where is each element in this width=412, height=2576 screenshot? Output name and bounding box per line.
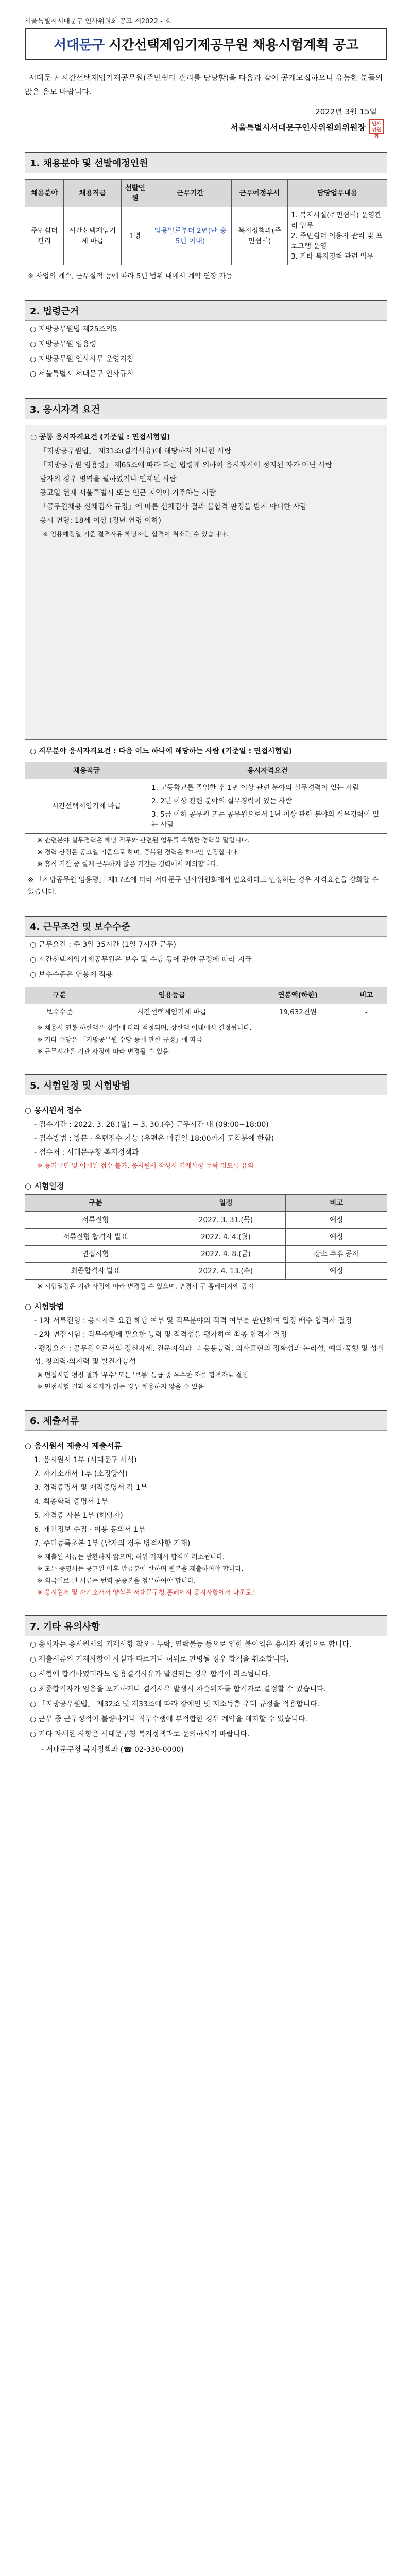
cell-remark: 예정: [286, 1263, 387, 1280]
common-qualification-box: [25, 425, 387, 740]
header-cell: 일정: [166, 1195, 286, 1212]
doc-item: 7. 주민등록초본 1부 (남자의 경우 병적사항 기재): [34, 1539, 191, 1548]
cell-remark: 예정: [286, 1212, 387, 1229]
cell-step: 서류전형 합격자 발표: [25, 1229, 166, 1246]
work-item: ○ 시간선택제임기제공무원은 보수 및 수당 등에 관한 규정에 따라 지급: [30, 956, 252, 964]
table-row: [25, 207, 387, 265]
qualification-table: [25, 762, 387, 834]
table-header-row: [25, 1195, 387, 1212]
cell-date: 2022. 4. 8.(금): [166, 1246, 286, 1263]
requirement-item: 2. 2년 이상 관련 분야의 실무경력이 있는 사람: [151, 797, 293, 805]
section-heading-3: 3. 응시자격 요건: [25, 398, 387, 419]
qual-item: 「지방공무원법」 제31조(결격사유)에 해당하지 아니한 사람: [40, 447, 232, 455]
method-note: ※ 면접시험 평정 결과 '우수' 또는 '보통' 등급 중 우수한 자를 합격자로 결정: [37, 1371, 249, 1379]
cell-grade: 시간선택제임기제 마급: [64, 207, 122, 265]
announcement-date: 2022년 3월 15일: [315, 107, 377, 116]
header-cell: 근무예정부서: [232, 180, 288, 207]
header-cell: 비고: [346, 987, 387, 1004]
title-main: 시간선택제임기제공무원 채용시험계획 공고: [109, 38, 358, 53]
cell-grade: 시간선택제임기제 마급: [94, 1004, 250, 1021]
table-row: [25, 779, 387, 834]
work-note: ※ 기타 수당은 「지방공무원 수당 등에 관한 규정」에 따름: [37, 1036, 202, 1043]
qual-after-note: ※ 경력 산정은 공고일 기준으로 하며, 중복된 경력은 하나만 인정합니다.: [37, 848, 239, 856]
section-heading-5: 5. 시험일정 및 시험방법: [25, 1074, 387, 1095]
schedule-table: [25, 1194, 387, 1280]
cell-duties: 1. 복지시설(주민쉼터) 운영관리 업무 2. 주민쉼터 이용자 관리 및 프로그램 운영 3. 기타 복지정책 관련 업무: [287, 207, 387, 265]
qual-footer-note: ※ 「지방공무원 임용령」 제17조에 따라 서대문구 인사위원회에서 필요하다고 인정하는 경우 자격요건을 강화할 수 있습니다.: [28, 876, 379, 896]
apply-item: - 접수처 : 서대문구청 복지정책과: [34, 1148, 139, 1157]
title-prefix: 서대문구: [54, 38, 105, 53]
requirement-item: 3. 5급 이하 공무원 또는 공무원으로서 1년 이상 관련 분야의 실무경력이 있는 사람: [151, 810, 380, 829]
docs-note: ※ 모든 증명서는 공고일 이후 발급분에 한하며 원본을 제출하여야 합니다.: [37, 1565, 244, 1572]
recruitment-note: ※ 사업의 계속, 근무실적 등에 따라 5년 범위 내에서 계약 연장 가능: [28, 272, 233, 280]
qual-table-caption: ○ 직무분야 응시자격요건 : 다음 어느 하나에 해당하는 사람 (기준일 : 면접시험일): [30, 747, 293, 755]
header-cell: 응시자격요건: [148, 762, 387, 779]
header-cell: 비고: [286, 1195, 387, 1212]
qual-after-note: ※ 휴직 기간 중 실제 근무하지 않은 기간은 경력에서 제외합니다.: [37, 860, 219, 868]
header-cell: 채용분야: [25, 180, 64, 207]
table-header-row: [25, 987, 387, 1004]
method-note: ※ 면접시험 결과 적격자가 없는 경우 채용하지 않을 수 있음: [37, 1383, 204, 1391]
contact-info: - 서대문구청 복지정책과 (☎ 02-330-0000): [41, 1745, 184, 1754]
doc-item: 6. 개인정보 수집 · 이용 동의서 1부: [34, 1526, 145, 1534]
docs-caption: ○ 응시원서 제출시 제출서류: [25, 1441, 122, 1450]
cell-date: 2022. 3. 31.(목): [166, 1212, 286, 1229]
doc-item: 2. 자기소개서 1부 (소정양식): [34, 1470, 128, 1478]
section-heading-2: 2. 법령근거: [25, 300, 387, 321]
qual-title: ○ 공통 응시자격요건 (기준일 : 면접시험일): [30, 433, 170, 442]
law-item: ○ 지방공무원 임용령: [30, 340, 97, 348]
cell-salary: 19,632천원: [250, 1004, 346, 1021]
work-item: ○ 보수수준은 연봉제 적용: [30, 971, 113, 979]
section-heading-7: 7. 기타 유의사항: [25, 1615, 387, 1636]
work-note: ※ 근무시간은 기관 사정에 따라 변경될 수 있음: [37, 1047, 169, 1055]
intro-paragraph: 서대문구 시간선택제임기제공무원(주민쉼터 관리를 담당할)을 다음과 같이 공개모집하오니 유능한 분들의 많은 응모 바랍니다.: [25, 73, 383, 96]
work-note: ※ 채용시 연봉 하한액은 경력에 따라 책정되며, 상한액 이내에서 결정됩니다.: [37, 1024, 252, 1031]
cell-remark: 예정: [286, 1229, 387, 1246]
doc-reference: 서울특별시서대문구 인사위원회 공고 제2022 - 호: [25, 18, 171, 25]
cell-step: 면접시험: [25, 1246, 166, 1263]
doc-item: 5. 자격증 사본 1부 (해당자): [34, 1512, 123, 1520]
cell-dept: 복지정책과(주민쉼터): [232, 207, 288, 265]
cell-kind: 보수수준: [25, 1004, 94, 1021]
law-item: ○ 서울특별시 서대문구 인사규칙: [30, 370, 134, 378]
issuer: [25, 119, 384, 139]
requirement-item: 1. 고등학교를 졸업한 후 1년 이상 관련 분야의 실무경력이 있는 사람: [151, 784, 359, 792]
table-header-row: [25, 762, 387, 779]
cell-step: 서류전형: [25, 1212, 166, 1229]
section-heading-1: 1. 채용분야 및 선발예정인원: [25, 152, 387, 173]
cell-field: 주민쉼터 관리: [25, 207, 64, 265]
method-item: · 평정요소 : 공무원으로서의 정신자세, 전문지식과 그 응용능력, 의사표현의 정확성과 논리성, 예의·품행 및 성실성, 창의력·의지력 및 발전가능성: [34, 1345, 384, 1366]
cell-remark: 장소 추후 공지: [286, 1246, 387, 1263]
apply-warning: ※ 등기우편 및 이메일 접수 불가, 응시원서 작성시 기재사항 누락 없도록 유의: [37, 1162, 254, 1170]
qual-item: 남자의 경우 병역을 필하였거나 면제된 사람: [40, 475, 177, 483]
doc-item: 4. 최종학력 증명서 1부: [34, 1498, 108, 1506]
etc-item: ○ 시험에 합격하였더라도 임용결격사유가 발견되는 경우 합격이 취소됩니다.: [30, 1670, 271, 1679]
etc-item: ○ 기타 자세한 사항은 서대문구청 복지정책과로 문의하시기 바랍니다.: [30, 1730, 250, 1738]
qual-after-note: ※ 관련분야 실무경력은 해당 직무와 관련된 업무를 수행한 경력을 말합니다.: [37, 836, 250, 844]
doc-item: 3. 경력증명서 및 재직증명서 각 1부: [34, 1484, 148, 1492]
cell-remark: -: [346, 1004, 387, 1021]
qual-item: 「지방공무원 임용령」 제65조에 따라 다른 법령에 의하여 응시자격이 정지된 자가 아닌 사람: [40, 461, 333, 469]
apply-item: - 접수기간 : 2022. 3. 28.(월) ~ 3. 30.(수) 근무시간 내 (09:00~18:00): [34, 1121, 269, 1129]
qual-detail-note: ※ 임용예정일 기준 결격사유 해당자는 합격이 취소될 수 있습니다.: [43, 530, 229, 538]
law-item: ○ 지방공무원 인사사무 운영지침: [30, 355, 134, 363]
etc-item: ○ 「지방공무원법」 제32조 및 제33조에 따라 장애인 및 저소득층 우대 규정을 적용합니다.: [30, 1700, 320, 1708]
cell-count: 1명: [122, 207, 149, 265]
document-title: [25, 28, 387, 60]
cell-period: 임용일로부터 2년(단 총 5년 이내): [149, 207, 232, 265]
method-item: - 1차 서류전형 : 응시자격 요건 해당 여부 및 직무분야의 적격 여부를 판단하여 일정 배수 합격자 결정: [34, 1317, 352, 1325]
etc-item: ○ 최종합격자가 임용을 포기하거나 결격사유 발생시 차순위자를 합격자로 결정할 수 있습니다.: [30, 1685, 327, 1693]
schedule-note: ※ 시험일정은 기관 사정에 따라 변경될 수 있으며, 변경시 구 홈페이지에 공지: [37, 1282, 254, 1290]
table-header-row: [25, 180, 387, 207]
docs-note: ※ 제출된 서류는 반환하지 않으며, 허위 기재시 합격이 취소됩니다.: [37, 1553, 225, 1561]
issuer-name: 서울특별시서대문구인사위원회위원장: [230, 122, 366, 132]
cell-requirements: [148, 779, 387, 834]
etc-item: ○ 제출서류의 기재사항이 사실과 다르거나 허위로 판명될 경우 합격을 취소합니다.: [30, 1655, 289, 1664]
docs-warning: ※ 응시원서 및 자기소개서 양식은 서대문구청 홈페이지 공지사항에서 다운로드: [37, 1588, 258, 1596]
table-row: [25, 1229, 387, 1246]
header-cell: 임용등급: [94, 987, 250, 1004]
doc-item: 1. 응시원서 1부 (서대문구 서식): [34, 1456, 137, 1464]
method-caption: ○ 시험방법: [25, 1302, 64, 1311]
qual-item: 공고일 현재 서울특별시 또는 인근 지역에 거주하는 사람: [40, 489, 216, 497]
official-seal: 인사위원회: [369, 119, 384, 134]
schedule-caption: ○ 시험일정: [25, 1181, 64, 1191]
header-cell: 구분: [25, 987, 94, 1004]
qual-detail-text-block: [30, 539, 382, 735]
header-cell: 연봉액(하한): [250, 987, 346, 1004]
salary-table: [25, 987, 387, 1021]
recruitment-table: [25, 179, 387, 265]
work-item: ○ 근무요건 : 주 3일 35시간 (1일 7시간 근무): [30, 941, 176, 949]
etc-item: ○ 응시자는 응시원서의 기재사항 착오 · 누락, 연락불능 등으로 인한 불이익은 응시자 책임으로 합니다.: [30, 1640, 352, 1649]
header-cell: 채용직급: [64, 180, 122, 207]
table-row: [25, 1263, 387, 1280]
header-cell: 선발인원: [122, 180, 149, 207]
cell-date: 2022. 4. 4.(월): [166, 1229, 286, 1246]
docs-note: ※ 외국어로 된 서류는 번역 공증본을 첨부하여야 합니다.: [37, 1577, 196, 1584]
table-row: [25, 1212, 387, 1229]
table-row: [25, 1246, 387, 1263]
section-heading-4: 4. 근무조건 및 보수수준: [25, 916, 387, 937]
header-cell: 담당업무내용: [287, 180, 387, 207]
section-heading-6: 6. 제출서류: [25, 1410, 387, 1431]
header-cell: 채용직급: [25, 762, 148, 779]
cell-grade: 시간선택제임기제 마급: [25, 779, 148, 834]
table-row: [25, 1004, 387, 1021]
apply-item: - 접수방법 : 방문 · 우편접수 가능 (우편은 마감일 18:00까지 도착분에 한함): [34, 1134, 274, 1143]
cell-date: 2022. 4. 13.(수): [166, 1263, 286, 1280]
header-cell: 근무기간: [149, 180, 232, 207]
apply-caption: ○ 응시원서 접수: [25, 1106, 82, 1115]
cell-step: 최종합격자 발표: [25, 1263, 166, 1280]
etc-item: ○ 근무 중 근무성적이 불량하거나 직무수행에 부적합한 경우 계약을 해지할 수 있습니다.: [30, 1715, 307, 1723]
qual-item: 「공무원채용 신체검사 규정」에 따른 신체검사 결과 불합격 판정을 받지 아니한 사람: [40, 503, 307, 511]
header-cell: 구분: [25, 1195, 166, 1212]
qual-item: 응시 연령: 18세 이상 (정년 연령 이하): [40, 517, 161, 525]
method-item: - 2차 면접시험 : 직무수행에 필요한 능력 및 적격성을 평가하여 최종 합격자 결정: [34, 1331, 287, 1339]
law-item: ○ 지방공무원법 제25조의5: [30, 325, 117, 333]
